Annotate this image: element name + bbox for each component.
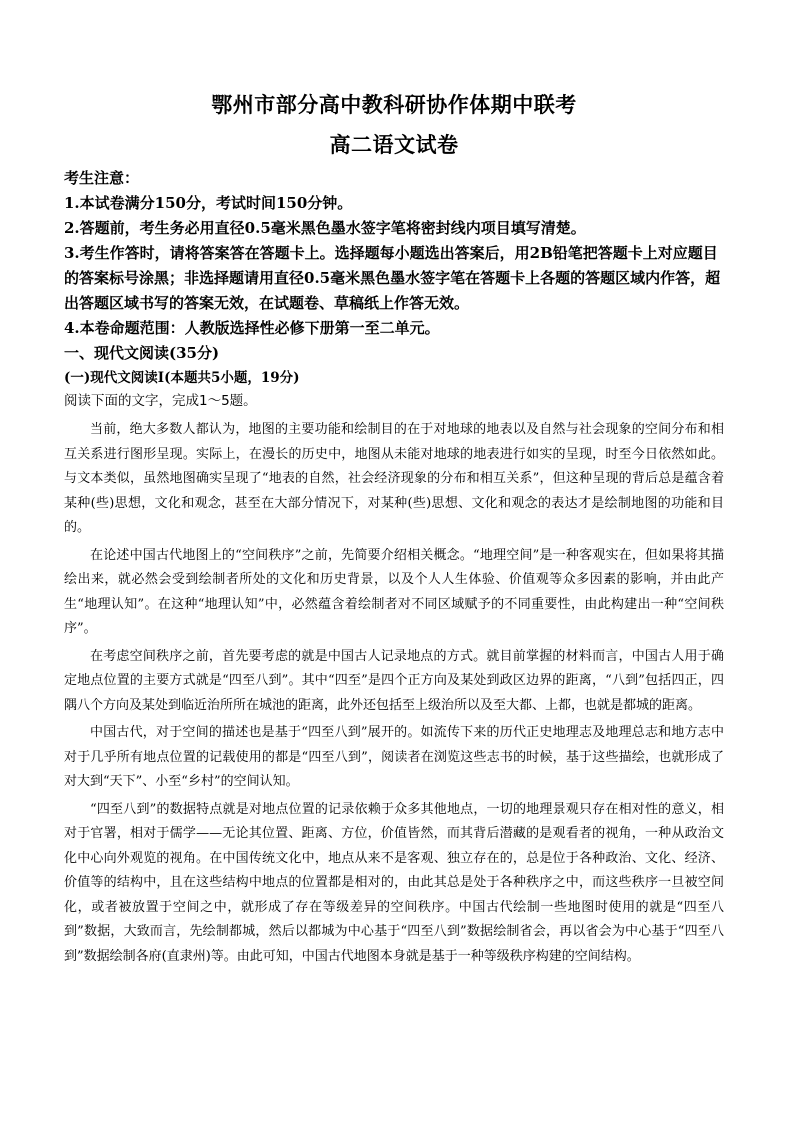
reading-instruction: 阅读下面的文字，完成1～5题。 (64, 393, 257, 409)
reading-section (64, 341, 724, 969)
notice-item: 3.考生作答时，请将答案答在答题卡上。选择题每小题选出答案后，用2B铅笔把答题卡上对应题目的答案标号涂黑；非选择题请用直径0.5毫米黑色墨水签字笔在答题卡上各题的答题区域内作答，超出答题区域书写的答案无效，在试题卷、草稿纸上作答无效。 (64, 244, 721, 312)
exam-title: 鄂州市部分高中教科研协作体期中联考 (211, 92, 577, 117)
notice-heading: 考生注意： (64, 169, 140, 187)
passage-paragraph: “四至八到”的数据特点就是对地点位置的记录依赖于众多其他地点，一切的地理景观只存在相对性的意义，相对于官署，相对于儒学——无论其位置、距离、方位，价值皆然，而其背后潜藏的是观看者的视角，一种从政治文化中心向外观览的视角。在中国传统文化中，地点从来不是客观、独立存在的，总是位于各种政治、文化、经济、价值等的结构中，且在这些结构中地点的位置都是相对的，由此其总是处于各种秩序之中，而这些秩序一旦被空间化，或者被放置于空间之中，就形成了存在等级差异的空间秩序。中国古代绘制一些地图时使用的就是“四至八到”数据，大致而言，先绘制都城，然后以都城为中心基于“四至八到”数据绘制省会，再以省会为中心基于“四至八到”数据绘制各府(直隶州)等。由此可知，中国古代地图本身就是基于一种等级秩序构建的空间结构。 (64, 801, 724, 964)
notice-item: 2.答题前，考生务必用直径0.5毫米黑色墨水签字笔将密封线内项目填写清楚。 (64, 219, 586, 237)
passage-paragraph: 在论述中国古代地图上的“空间秩序”之前，先简要介绍相关概念。“地理空间”是一种客观实在，但如果将其描绘出来，就必然会受到绘制者所处的文化和历史背景，以及个人人生体验、价值观等众多因素的影响，并由此产生“地理认知”。在这种“地理认知”中，必然蕴含着绘制者对不同区域赋予的不同重要性，由此构建出一种“空间秩序”。 (64, 547, 724, 636)
section-heading: 一、现代文阅读(35分) (64, 344, 220, 362)
notice-block (64, 166, 724, 341)
notice-item: 4.本卷命题范围：人教版选择性必修下册第一至二单元。 (64, 319, 440, 337)
passage-paragraph: 中国古代，对于空间的描述也是基于“四至八到”展开的。如流传下来的历代正史地理志及地理总志和地方志中对于几乎所有地点位置的记载使用的都是“四至八到”，阅读者在浏览这些志书的时候，基于这些描绘，也就形成了对大到“天下”、小至“乡村”的空间认知。 (64, 725, 724, 789)
passage-paragraph: 在考虑空间秩序之前，首先要考虑的就是中国古人记录地点的方式。就目前掌握的材料而言，中国古人用于确定地点位置的主要方式就是“四至八到”。其中“四至”是四个正方向及某处到政区边界的距离，“八到”包括四正，四隅八个方向及某处到临近治所所在城池的距离，此外还包括至上级治所以及至大都、上都，也就是都城的距离。 (64, 648, 724, 713)
notice-item: 1.本试卷满分150分，考试时间150分钟。 (64, 194, 353, 212)
section-subheading: (一)现代文阅读Ⅰ(本题共5小题，19分) (64, 370, 300, 386)
passage-paragraph: 当前，绝大多数人都认为，地图的主要功能和绘制目的在于对地球的地表以及自然与社会现象的空间分布和相互关系进行图形呈现。实际上，在漫长的历史中，地图从未能对地球的地表进行如实的呈现，时至今日依然如此。与文本类似，虽然地图确实呈现了“地表的自然，社会经济现象的分布和相互关系”，但这种呈现的背后总是蕴含着某种(些)思想，文化和观念，甚至在大部分情况下，对某种(些)思想、文化和观念的表达才是绘制地图的功能和目的。 (64, 422, 724, 535)
exam-subtitle: 高二语文试卷 (329, 132, 459, 157)
